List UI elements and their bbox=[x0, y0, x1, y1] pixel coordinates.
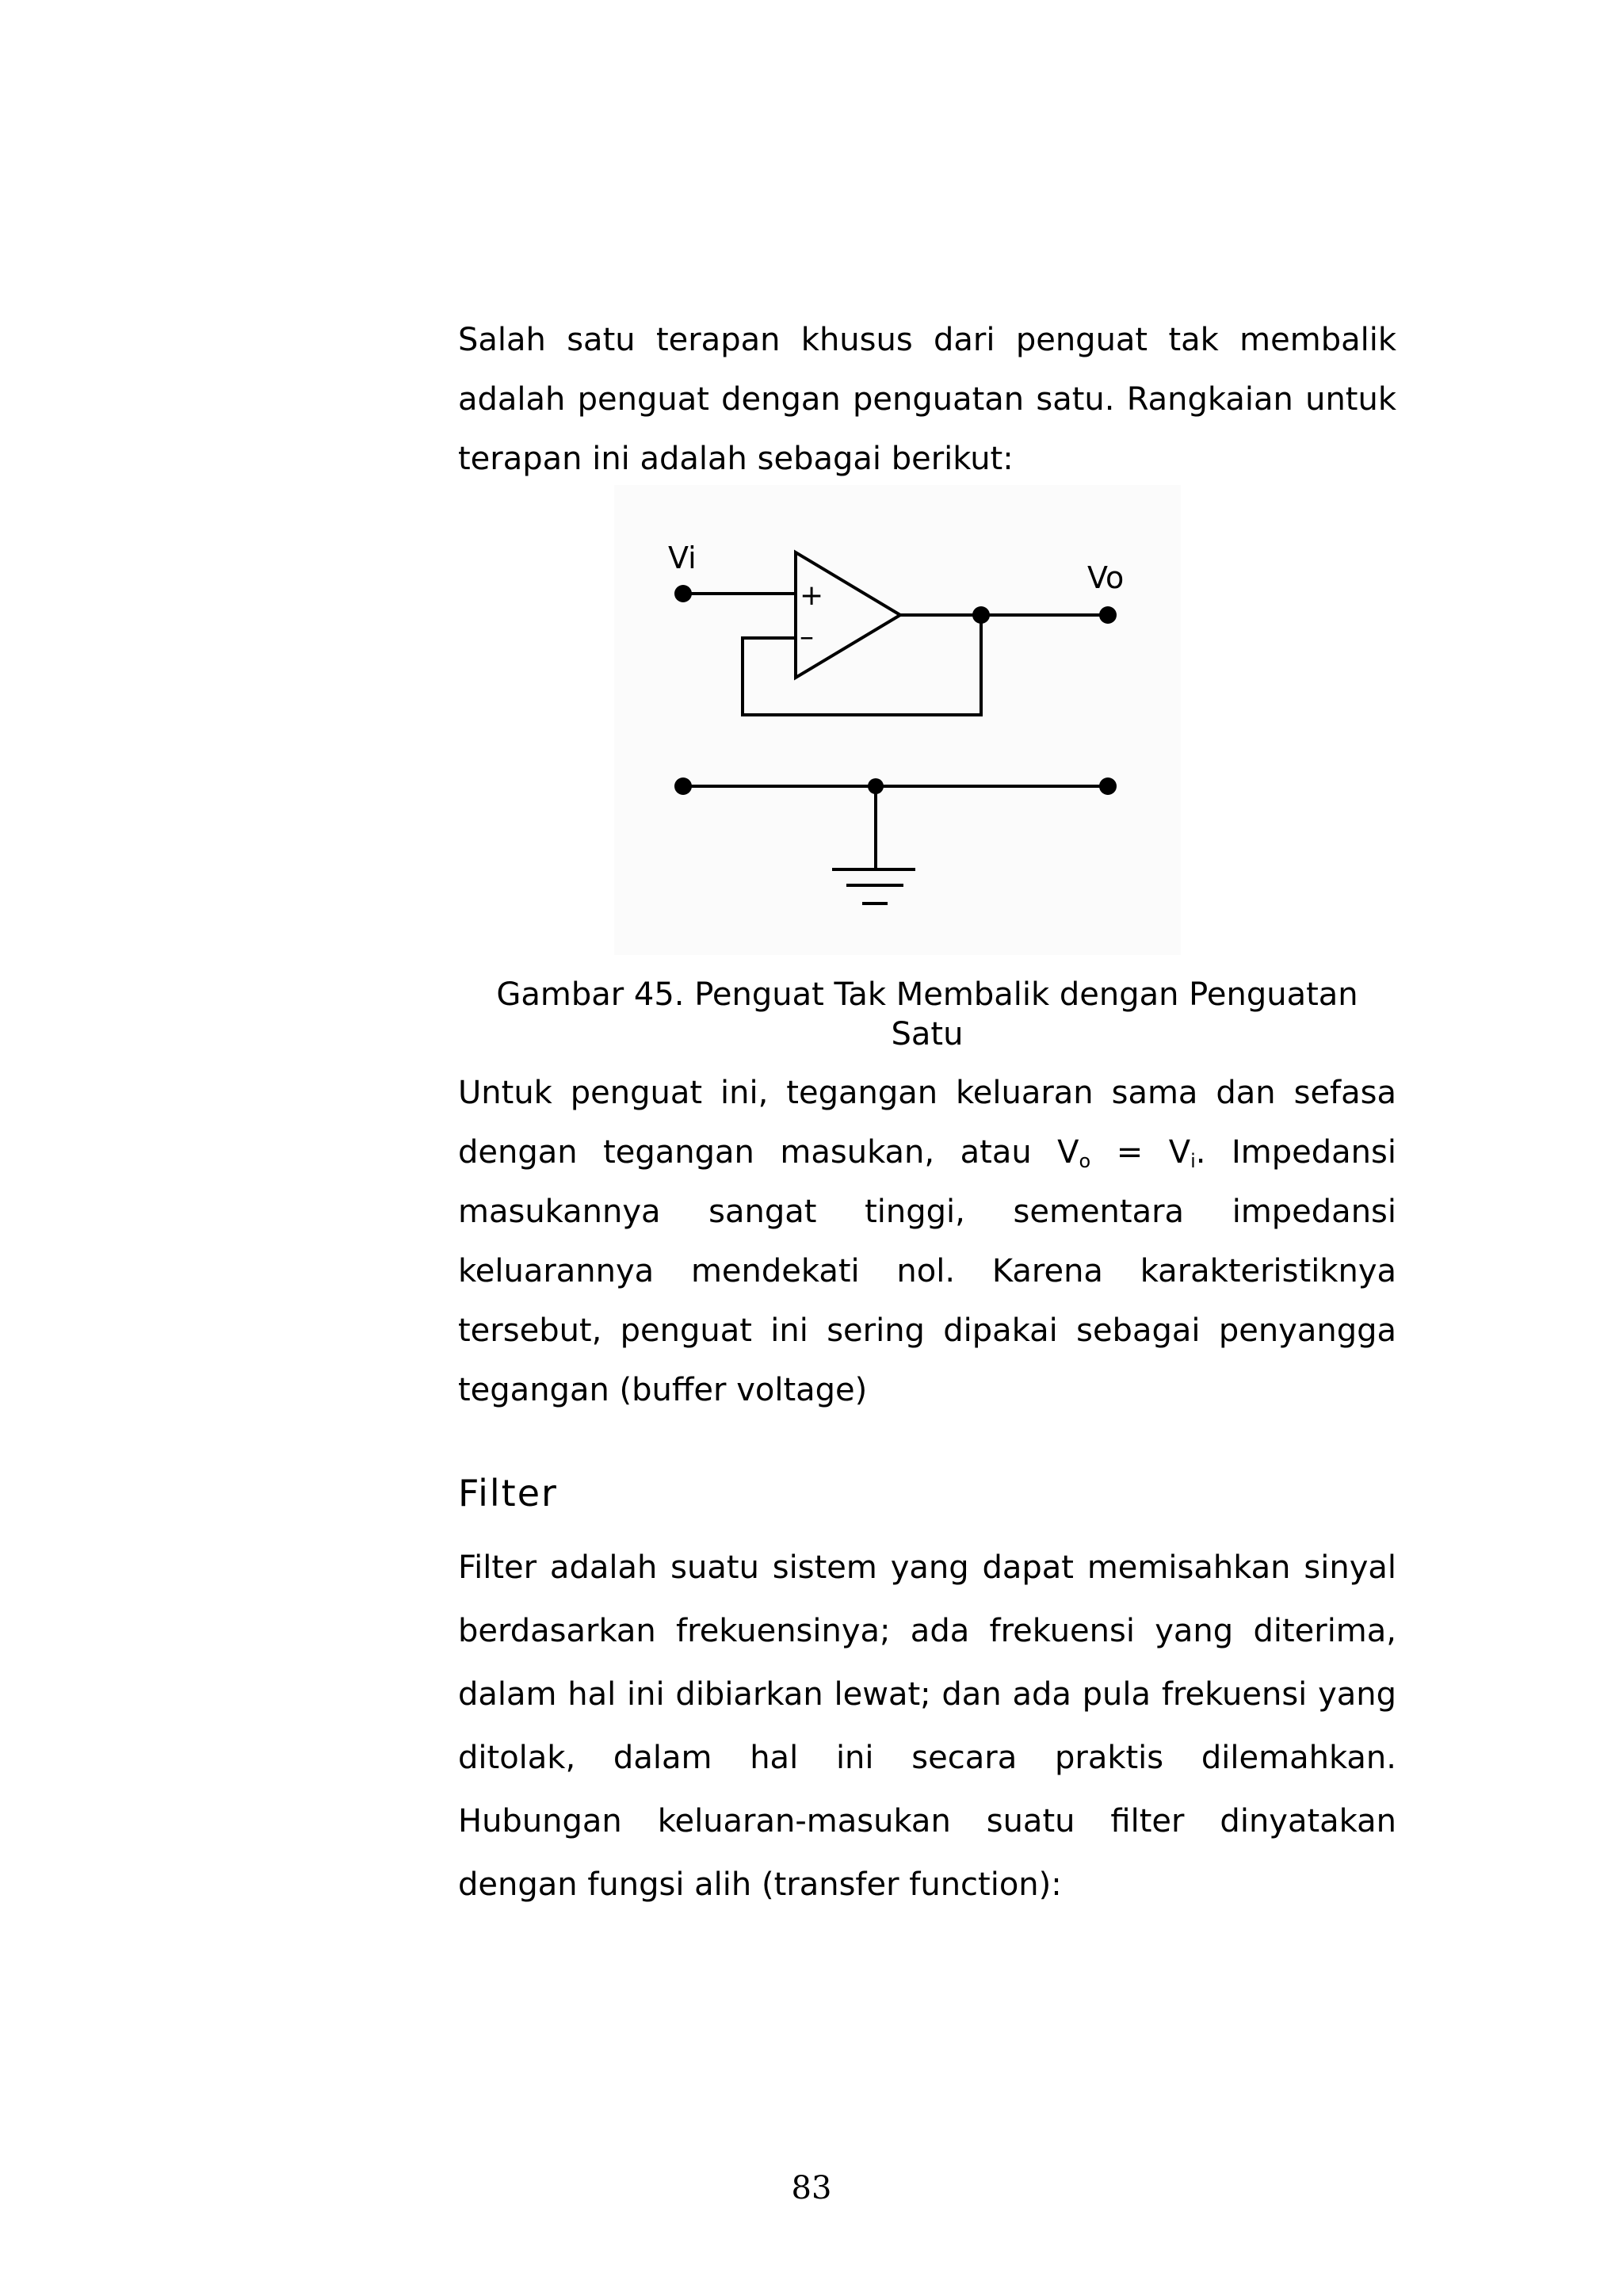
input-terminal bbox=[674, 585, 692, 602]
subscript-o: o bbox=[1079, 1150, 1091, 1172]
explanation-text-1: Untuk penguat ini, tegangan keluaran sama dan sefasa dengan tegangan masukan, atau V bbox=[458, 1075, 1396, 1171]
explanation-paragraph bbox=[458, 1064, 1396, 1420]
input-label: Vi bbox=[668, 541, 697, 575]
equals-vi: = V bbox=[1090, 1134, 1191, 1171]
output-label: Vo bbox=[1087, 560, 1125, 595]
figure-caption: Gambar 45. Penguat Tak Membalik dengan Penguatan Satu bbox=[496, 976, 1358, 1052]
unity-gain-buffer-circuit-figure bbox=[614, 485, 1181, 955]
op-amp-triangle bbox=[796, 552, 900, 678]
ground-terminal-right bbox=[1099, 777, 1117, 795]
output-terminal bbox=[1099, 606, 1117, 624]
feedback-wire bbox=[743, 615, 981, 715]
inverting-input-label: – bbox=[800, 621, 814, 653]
page-number: 83 bbox=[791, 2170, 832, 2206]
section-heading: Filter bbox=[458, 1472, 558, 1515]
ground-terminal-left bbox=[674, 777, 692, 795]
non-inverting-input-label: + bbox=[800, 579, 824, 612]
subscript-i: i bbox=[1190, 1150, 1196, 1172]
filter-paragraph: Filter adalah suatu sistem yang dapat memisahkan sinyal berdasarkan frekuensinya; ada frekuensi yang diterima, dalam hal ini dibiarkan lewat; dan ada pula frekuensi yang ditolak, dalam hal ini secara praktis dilemahkan. Hubungan keluaran-masukan suatu filter dinyatakan dengan fungsi alih (transfer function): bbox=[458, 1549, 1396, 1903]
output-junction bbox=[972, 606, 990, 624]
explanation-text-2: . Impedansi masukannya sangat tinggi, sementara impedansi keluarannya mendekati nol. Karena karakteristiknya tersebut, penguat ini sering dipakai sebagai penyangga tegangan (buffer voltage) bbox=[458, 1134, 1396, 1408]
intro-paragraph: Salah satu terapan khusus dari penguat tak membalik adalah penguat dengan penguatan satu. Rangkaian untuk terapan ini adalah sebagai berikut: bbox=[458, 322, 1396, 477]
ground-junction bbox=[868, 778, 884, 794]
